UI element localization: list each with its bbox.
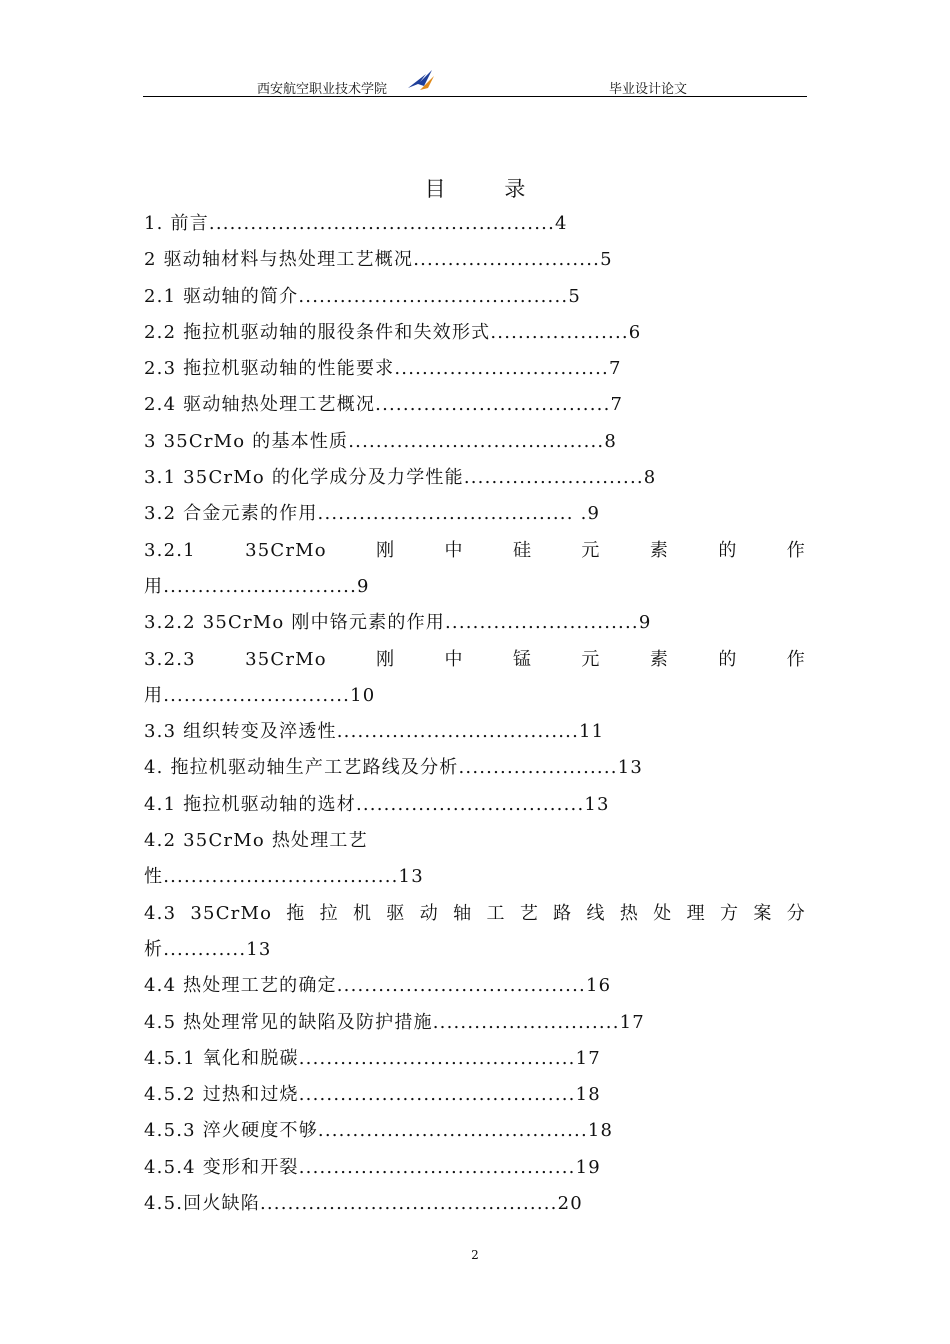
toc-entry-word: 硅 — [512, 539, 533, 561]
toc-leader-dots: ........................... — [432, 1011, 620, 1033]
toc-entry-title: 4.5.1 氧化和脱碳 — [144, 1047, 299, 1069]
toc-leader-dots: ............................ — [163, 575, 358, 597]
toc-entry-word: 分 — [786, 902, 806, 924]
toc-entry-word: 理 — [686, 902, 706, 924]
toc-entry[interactable] — [144, 533, 806, 569]
toc-page-number: 5 — [568, 285, 581, 307]
toc-page-number: 8 — [643, 467, 657, 489]
toc-entry-title: 4.5.回火缺陷 — [144, 1193, 260, 1215]
toc-entry[interactable] — [144, 206, 806, 242]
toc-page-number: 17 — [619, 1011, 645, 1033]
toc-entry-title: 3.3 组织转变及淬透性 — [144, 721, 337, 743]
toc-entry[interactable] — [144, 605, 806, 641]
toc-entry[interactable] — [144, 1005, 806, 1041]
toc-entry-title: 4.5.3 淬火硬度不够 — [144, 1120, 318, 1142]
toc-entry-word: 案 — [753, 902, 773, 924]
toc-entry-title: 析 — [144, 938, 164, 960]
toc-leader-dots: ........................... — [163, 684, 351, 706]
toc-entry[interactable] — [144, 823, 806, 859]
toc-entry-title: 2.1 驱动轴的简介 — [144, 285, 299, 307]
toc-leader-dots: .................................................. — [208, 213, 555, 234]
toc-leader-dots: .................... — [490, 321, 629, 343]
toc-entry[interactable] — [144, 569, 806, 605]
table-of-contents — [144, 206, 806, 1222]
toc-entry-word: 热 — [619, 902, 640, 924]
toc-page-number: 13 — [398, 866, 424, 888]
toc-entry-title: 4.1 拖拉机驱动轴的选材 — [144, 793, 356, 815]
toc-page-number: 10 — [350, 684, 376, 706]
toc-leader-dots: .......................... — [463, 467, 644, 489]
toc-leader-dots: ....................... — [458, 757, 618, 779]
toc-entry[interactable] — [144, 932, 806, 968]
toc-entry[interactable] — [144, 896, 806, 932]
toc-entry-title: 3.1 35CrMo 的化学成分及力学性能 — [144, 467, 464, 489]
toc-page-number: 13 — [617, 757, 644, 779]
toc-leader-dots: ............................ — [445, 612, 639, 634]
toc-entry-word: 艺 — [519, 902, 540, 924]
toc-entry-word: 刚 — [376, 539, 396, 561]
toc-entry-word: 机 — [353, 902, 373, 924]
toc-leader-dots: .................................. — [163, 866, 399, 888]
toc-entry[interactable] — [144, 678, 806, 714]
toc-entry-word: 元 — [581, 648, 601, 670]
toc-entry[interactable] — [144, 787, 806, 823]
toc-leader-dots: .................................. — [375, 394, 611, 416]
toc-page-number: 17 — [575, 1047, 601, 1069]
toc-page-number: 9 — [357, 575, 370, 597]
page-number: 2 — [471, 1248, 479, 1262]
toc-entry[interactable] — [144, 424, 806, 460]
toc-leader-dots: ................................. — [355, 793, 585, 815]
toc-leader-dots: ........................................ — [298, 1047, 576, 1069]
toc-entry[interactable] — [144, 387, 806, 423]
toc-page-number: 18 — [587, 1120, 614, 1142]
toc-entry-word: 轴 — [453, 902, 473, 924]
toc-entry-title: 2.4 驱动轴热处理工艺概况 — [144, 394, 376, 416]
toc-entry[interactable] — [144, 1186, 806, 1222]
toc-page-number: 13 — [246, 938, 272, 960]
toc-leader-dots: ................................... — [336, 721, 580, 743]
toc-entry-word: 工 — [486, 902, 506, 924]
toc-entry[interactable] — [144, 1150, 806, 1186]
toc-entry[interactable] — [144, 968, 806, 1004]
toc-entry-title: 用 — [144, 684, 164, 706]
toc-page-number: 13 — [584, 793, 610, 815]
toc-entry[interactable] — [144, 242, 806, 278]
toc-entry-title: 2.3 拖拉机驱动轴的性能要求 — [144, 358, 395, 380]
toc-page-number: 9 — [638, 612, 652, 634]
toc-leader-dots: ........................................... — [259, 1193, 558, 1215]
toc-entry-word: 中 — [444, 539, 464, 561]
toc-entry-word: 素 — [649, 648, 670, 670]
toc-entry[interactable] — [144, 351, 806, 387]
toc-entry-title: 性 — [144, 866, 164, 888]
toc-entry-word: 35CrMo — [245, 648, 327, 670]
toc-entry-word: 拖 — [286, 902, 306, 924]
toc-title: 目 录 — [424, 177, 552, 201]
toc-page-number: 5 — [600, 249, 613, 271]
toc-entry-title: 4.2 35CrMo 热处理工艺 — [144, 830, 368, 852]
toc-entry[interactable] — [144, 315, 806, 351]
toc-entry-word: 处 — [653, 902, 673, 924]
toc-entry-title: 4.5.2 过热和过烧 — [144, 1084, 299, 1106]
toc-leader-dots: ........................................ — [298, 1156, 576, 1178]
toc-page-number: 11 — [579, 721, 605, 743]
toc-page-number: 4 — [555, 213, 568, 234]
toc-entry-title: 用 — [144, 575, 164, 597]
page-header — [143, 68, 807, 97]
toc-entry[interactable] — [144, 1041, 806, 1077]
toc-entry-title: 4.5.4 变形和开裂 — [144, 1156, 299, 1178]
school-name: 西安航空职业技术学院 — [257, 82, 388, 97]
toc-entry-title: 3.2.2 35CrMo 刚中铬元素的作用 — [144, 612, 445, 634]
toc-entry-word: 3.2.1 — [144, 539, 196, 561]
toc-leader-dots: ........................... — [413, 249, 601, 271]
toc-entry-title: 3 35CrMo 的基本性质 — [144, 430, 349, 452]
toc-page-number: 9 — [587, 503, 601, 525]
toc-entry-word: 作 — [786, 648, 806, 670]
document-type: 毕业设计论文 — [609, 82, 688, 97]
toc-entry-word: 路 — [553, 902, 573, 924]
toc-leader-dots: ..................................... — [348, 430, 605, 452]
toc-entry-word: 刚 — [376, 648, 396, 670]
toc-leader-dots: ............ — [163, 938, 247, 960]
toc-page-number: 19 — [575, 1156, 601, 1178]
toc-entry-word: 锰 — [512, 648, 533, 670]
toc-entry-title: 4.5 热处理常见的缺陷及防护措施 — [144, 1011, 433, 1033]
toc-entry[interactable] — [144, 859, 806, 895]
toc-entry[interactable] — [144, 279, 806, 315]
toc-leader-dots: ........................................ — [298, 1084, 576, 1106]
toc-entry-word: 元 — [581, 539, 601, 561]
toc-leader-dots: ............................... — [394, 358, 609, 380]
toc-page-number: 16 — [585, 975, 612, 997]
toc-entry-word: 作 — [786, 539, 806, 561]
toc-entry[interactable] — [144, 496, 806, 532]
toc-entry-word: 35CrMo — [245, 539, 327, 561]
toc-entry-word: 3.2.3 — [144, 648, 196, 670]
toc-entry-title: 4.4 热处理工艺的确定 — [144, 975, 337, 997]
toc-page-number: 20 — [557, 1193, 583, 1215]
toc-entry-word: 4.3 — [144, 902, 177, 924]
toc-page-number: 8 — [604, 430, 618, 452]
toc-entry-word: 方 — [719, 902, 740, 924]
toc-entry-word: 驱 — [386, 902, 406, 924]
toc-entry[interactable] — [144, 714, 806, 750]
toc-leader-dots: ....................................... — [298, 285, 569, 307]
toc-entry-word: 中 — [444, 648, 464, 670]
toc-entry-title: 2 驱动轴材料与热处理工艺概况 — [144, 249, 414, 271]
toc-entry[interactable] — [144, 1113, 806, 1149]
toc-page-number: 7 — [608, 358, 622, 380]
toc-entry[interactable] — [144, 1077, 806, 1113]
toc-leader-dots: .................................... — [336, 975, 586, 997]
toc-entry-word: 素 — [649, 539, 670, 561]
toc-entry-word: 的 — [718, 648, 738, 670]
toc-entry-title: 3.2 合金元素的作用 — [144, 503, 318, 525]
toc-page-number: 7 — [610, 394, 624, 416]
school-logo-icon — [406, 68, 438, 92]
toc-entry-word: 线 — [586, 902, 606, 924]
toc-entry-title: 1. 前言 — [144, 213, 209, 234]
toc-entry-title: 4. 拖拉机驱动轴生产工艺路线及分析 — [144, 757, 459, 779]
toc-leader-dots: ..................................... . — [317, 503, 588, 525]
toc-entry[interactable] — [144, 750, 806, 786]
toc-page-number: 18 — [575, 1084, 601, 1106]
toc-entry[interactable] — [144, 642, 806, 678]
toc-page-number: 6 — [628, 321, 642, 343]
toc-entry-word: 拉 — [319, 902, 339, 924]
toc-entry-word: 的 — [718, 539, 738, 561]
toc-entry-title: 2.2 拖拉机驱动轴的服役条件和失效形式 — [144, 321, 491, 343]
toc-entry-word: 动 — [419, 902, 439, 924]
toc-leader-dots: ....................................... — [317, 1120, 588, 1142]
toc-entry-word: 35CrMo — [190, 902, 273, 924]
toc-entry[interactable] — [144, 460, 806, 496]
